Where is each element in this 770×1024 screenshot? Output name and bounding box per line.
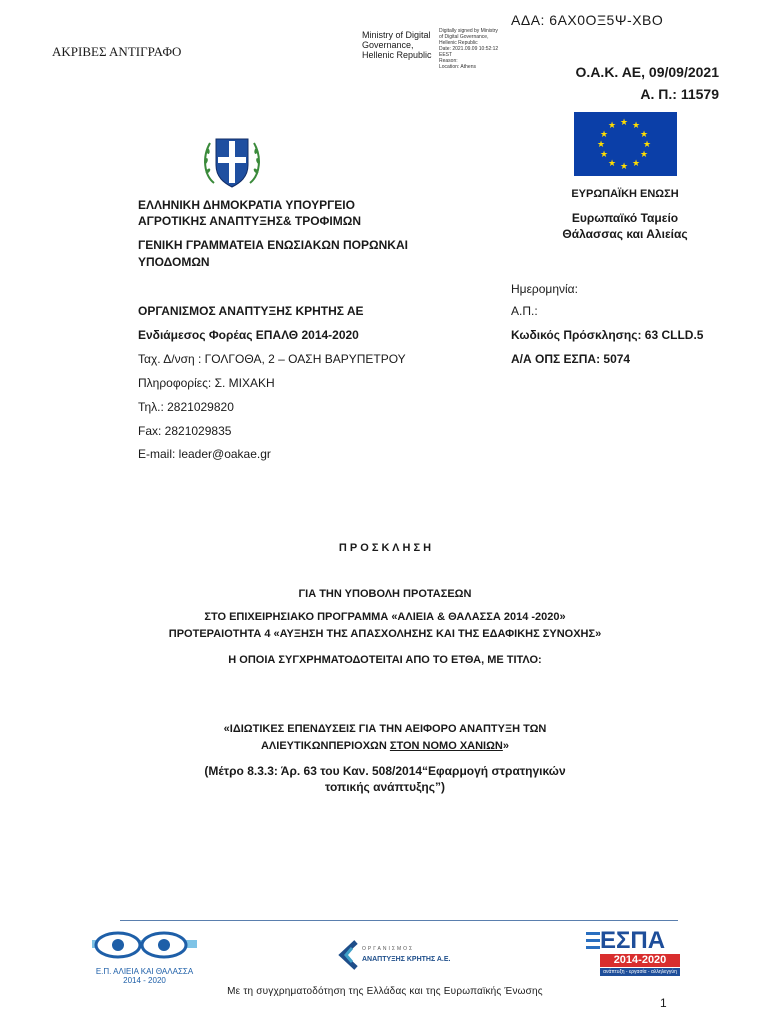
signer-block [362,30,432,60]
signature-line: Hellenic Republic [439,40,478,46]
call-code: Κωδικός Πρόσκλησης: 63 CLLD.5 [511,328,704,342]
signer-line-1: Ministry of Digital [362,30,431,40]
reference-number: Α. Π.: 11579 [640,86,719,102]
fund-label-1: Ευρωπαϊκό Ταμείο [571,211,679,225]
page-number: 1 [660,996,667,1010]
cofunding-note: Με τη συγχρηματοδότηση της Ελλάδας και της Ευρωπαϊκής Ένωσης [227,986,543,997]
eu-flag-icon: ★ ★ ★ ★ ★ ★ ★ ★ ★ ★ ★ ★ [574,112,677,176]
signature-line: of Digital Governance, [439,34,489,40]
reference-date: Ο.Α.Κ. ΑΕ, 09/09/2021 [575,64,719,80]
exact-copy-label: ΑΚΡΙΒΕΣ ΑΝΤΙΓΡΑΦΟ [52,44,182,59]
signer-line-2: Governance, [362,40,414,50]
subject-close-quote: » [502,740,509,752]
document-title: Π Ρ Ο Σ Κ Λ Η Σ Η [338,542,432,554]
secretariat-line-1: ΓΕΝΙΚΗ ΓΡΑΜΜΑΤΕΙΑ ΕΝΩΣΙΑΚΩΝ ΠΟΡΩΝΚΑΙ [138,238,408,252]
protocol-label: Α.Π.: [511,304,538,318]
ministry-line-1: ΕΛΛΗΝΙΚΗ ΔΗΜΟΚΡΑΤΙΑ ΥΠΟΥΡΓΕΙΟ [138,198,355,212]
intermediate-body: Ενδιάμεσος Φορέας ΕΠΑΛΘ 2014-2020 [138,328,359,342]
ops-number: Α/Α ΟΠΣ ΕΣΠΑ: 5074 [511,352,631,366]
oak-emblem-icon [338,940,358,970]
measure-line-2: τοπικής ανάπτυξης”) [325,780,445,794]
call-line-1: ΓΙΑ ΤΗΝ ΥΠΟΒΟΛΗ ΠΡΟΤΑΣΕΩΝ [298,588,472,600]
fish-eyes-icon [92,930,197,962]
ep-alieia-name: Ε.Π. ΑΛΙΕΙΑ ΚΑΙ ΘΑΛΑΣΣΑ [95,967,194,976]
email: E-mail: leader@oakae.gr [138,447,271,461]
oak-name-1: ΟΡΓΑΝΙΣΜΟΣ [362,946,415,952]
espa-logo [586,928,680,978]
ep-alieia-logo [92,930,197,985]
espa-tagline: ανάπτυξη - εργασία - αλληλεγγύη [600,968,680,976]
ada-code: ΑΔΑ: 6ΑΧ0ΟΞ5Ψ-ΧΒΟ [511,12,664,28]
fax: Fax: 2821029835 [138,424,232,438]
signature-line: EEST [439,52,453,58]
espa-title: ΕΣΠΑ [600,927,666,954]
greek-coat-of-arms-icon [200,131,264,191]
eu-label: ΕΥΡΩΠΑΪΚΗ ΕΝΩΣΗ [571,188,679,200]
subject-line-1: «ΙΔΙΩΤΙΚΕΣ ΕΠΕΝΔΥΣΕΙΣ ΓΙΑ ΤΗΝ ΑΕΙΦΟΡΟ ΑΝΑΠΤΥΞΗ ΤΩΝ [223,723,547,735]
ministry-line-2: ΑΓΡΟΤΙΚΗΣ ΑΝΑΠΤΥΞΗΣ& ΤΡΟΦΙΜΩΝ [138,214,362,228]
signer-line-3: Hellenic Republic [362,50,432,60]
telephone: Τηλ.: 2821029820 [138,400,234,414]
info-contact: Πληροφορίες: Σ. ΜΙΧΑΚΗ [138,376,275,390]
signature-line: Digitally signed by Ministry [439,28,498,34]
secretariat-line-2: ΥΠΟΔΟΜΩΝ [138,255,210,269]
signature-line: Reason: [439,58,458,64]
espa-years: 2014-2020 [600,954,680,967]
postal-address: Ταχ. Δ/νση : ΓΟΛΓΟΘΑ, 2 – ΟΑΣΗ ΒΑΡΥΠΕΤΡΟΥ [138,352,406,366]
subject-areas: ΑΛΙΕΥΤΙΚΩΝΠΕΡΙΟΧΩΝ [260,740,390,752]
call-line-4: Η ΟΠΟΙΑ ΣΥΓΧΡΗΜΑΤΟΔΟΤΕΙΤΑΙ ΑΠΟ ΤΟ ΕΤΘΑ, ΜΕ ΤΙΤΛΟ: [228,654,542,666]
subject-line-2 [0,740,770,752]
signature-line: Date: 2021.09.09 10:52:12 [439,46,499,52]
oak-name-2: ΑΝΑΠΤΥΞΗΣ ΚΡΗΤΗΣ Α.Ε. [362,956,451,963]
greek-flag-stripes-icon [586,930,600,952]
signature-line: Location: Athens [439,64,476,70]
oak-logo [338,940,451,974]
signature-details [439,28,498,70]
date-label: Ημερομηνία: [511,282,578,296]
fund-label-2: Θάλασσας και Αλιείας [562,227,688,241]
organization-name: ΟΡΓΑΝΙΣΜΟΣ ΑΝΑΠΤΥΞΗΣ ΚΡΗΤΗΣ ΑΕ [138,304,364,318]
footer-divider [120,920,678,921]
subject-region: ΣΤΟΝ ΝΟΜΟ ΧΑΝΙΩΝ [389,740,503,752]
call-line-2: ΣΤΟ ΕΠΙΧΕΙΡΗΣΙΑΚΟ ΠΡΟΓΡΑΜΜΑ «ΑΛΙΕΙΑ & ΘΑΛΑΣΣΑ 2014 -2020» [204,611,566,623]
measure-line-1: (Μέτρο 8.3.3: Άρ. 63 του Καν. 508/2014“Εφαρμογή στρατηγικών [204,764,566,778]
ep-alieia-years: 2014 - 2020 [123,976,166,985]
call-line-3: ΠΡΟΤΕΡΑΙΟΤΗΤΑ 4 «ΑΥΞΗΣΗ ΤΗΣ ΑΠΑΣΧΟΛΗΣΗΣ ΚΑΙ ΤΗΣ ΕΔΑΦΙΚΗΣ ΣΥΝΟΧΗΣ» [168,628,602,640]
